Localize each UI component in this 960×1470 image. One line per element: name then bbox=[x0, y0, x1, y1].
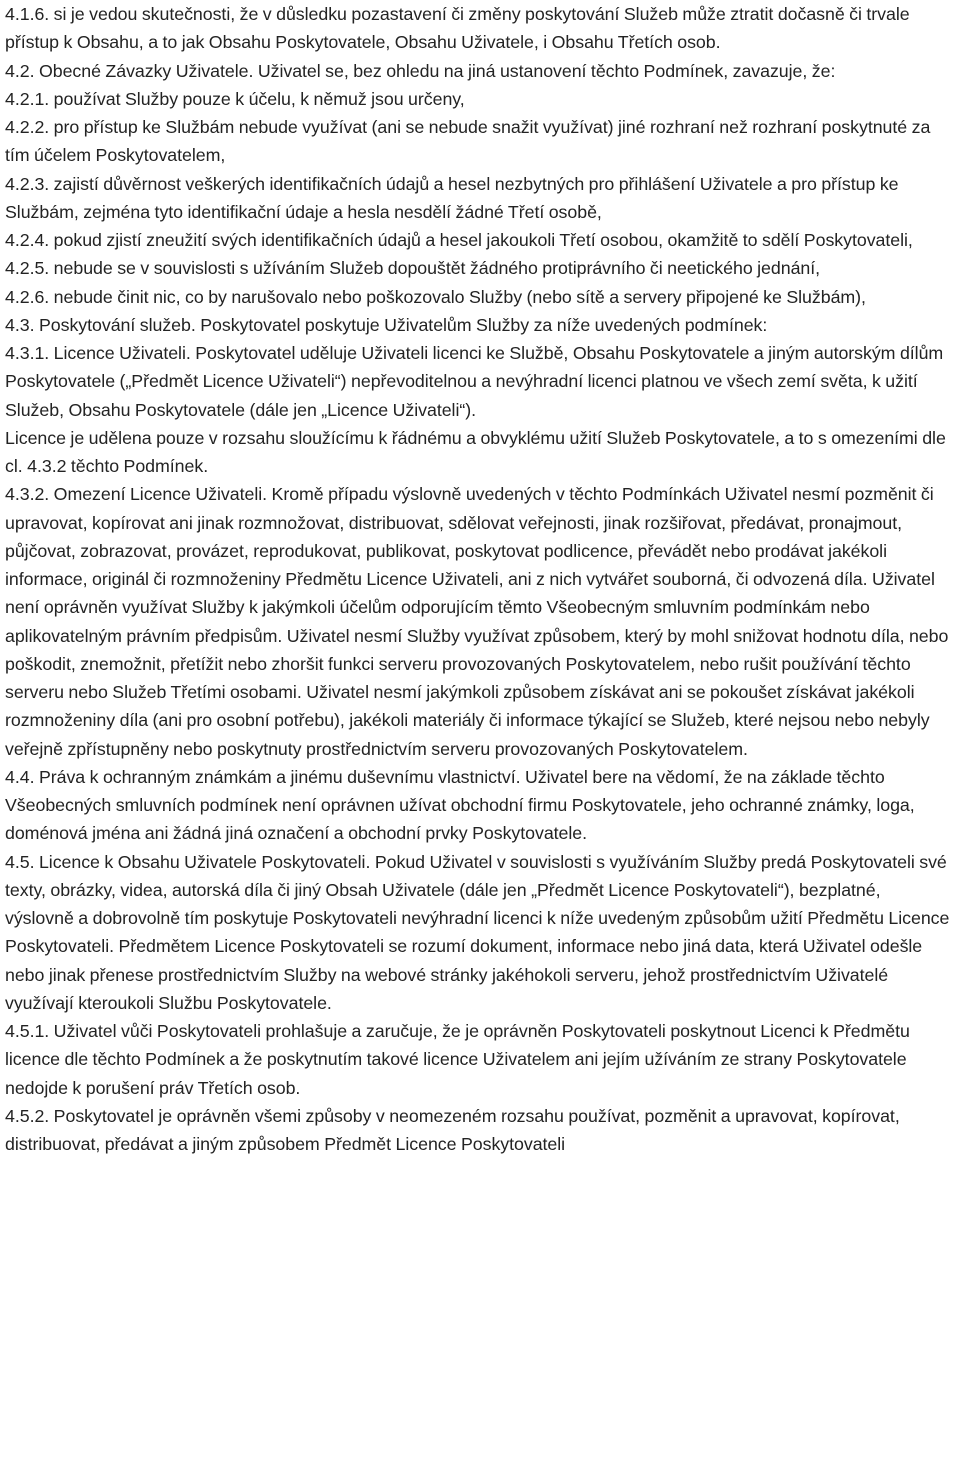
paragraph-4-2-6: 4.2.6. nebude činit nic, co by narušovalo nebo poškozovalo Služby (nebo sítě a servery připojené ke Službám), bbox=[5, 286, 866, 307]
paragraph-4-2-4: 4.2.4. pokud zjistí zneužití svých identifikačních údajů a hesel jakoukoli Třetí osobou, okamžitě to sdělí Poskytovateli, bbox=[5, 230, 913, 250]
paragraph-4-5-1: 4.5.1. Uživatel vůči Poskytovateli prohlašuje a zaručuje, že je oprávněn Poskytovateli poskytnout Licenci k Předmětu licence dle těchto Podmínek a že poskytnutím takové licence Uživatelem ani jejím užíváním ze strany Poskytovatele nedojde k porušení práv Třetích osob. bbox=[5, 1021, 910, 1098]
paragraph-4-2-1: 4.2.1. používat Služby pouze k účelu, k němuž jsou určeny, bbox=[5, 88, 465, 109]
paragraph-licence-scope: Licence je udělena pouze v rozsahu sloužícímu k řádnému a obvyklému užití Služeb Poskytovatele, a to s omezeními dle cl. 4.3.2 těchto Podmínek. bbox=[5, 427, 946, 476]
paragraph-4-2-2: 4.2.2. pro přístup ke Službám nebude využívat (ani se nebude snažit využívat) jiné rozhraní než rozhraní poskytnuté za tím účelem Poskytovatelem, bbox=[5, 117, 931, 166]
paragraph-4-5-2: 4.5.2. Poskytovatel je oprávněn všemi způsoby v neomezeném rozsahu používat, pozměnit a upravovat, kopírovat, distribuovat, předávat a jiným způsobem Předmět Licence Poskytovateli bbox=[5, 1105, 900, 1154]
paragraph-4-2: 4.2. Obecné Závazky Uživatele. Uživatel se, bez ohledu na jiná ustanovení těchto Podmínek, zavazuje, že: bbox=[5, 60, 836, 81]
paragraph-4-4: 4.4. Práva k ochranným známkám a jinému duševnímu vlastnictví. Uživatel bere na vědomí, že na základe těchto Všeobecných smluvních podmínek není oprávnen užívat obchodní firmu Poskytovatele, jeho ochranné známky, loga, doménová jména ani žádná jiná označení a obchodní prvky Poskytovatele. bbox=[5, 766, 915, 844]
paragraph-4-1-6: 4.1.6. si je vedou skutečnosti, že v důsledku pozastavení či změny poskytování Služeb může ztratit dočasně či trvale přístup k Obsahu, a to jak Obsahu Poskytovatele, Obsahu Uživatele, i Obsahu Třetích osob. bbox=[5, 4, 910, 53]
paragraph-4-2-3: 4.2.3. zajistí důvěrnost veškerých identifikačních údajů a hesel nezbytných pro přihlášení Uživatele a pro přístup ke Službám, zejména tyto identifikační údaje a hesla nesdělí žádné Třetí osobě, bbox=[5, 173, 899, 222]
paragraph-4-3: 4.3. Poskytování služeb. Poskytovatel poskytuje Uživatelům Služby za níže uvedených podmínek: bbox=[5, 314, 768, 335]
paragraph-4-3-2: 4.3.2. Omezení Licence Uživateli. Kromě případu výslovně uvedených v těchto Podmínkách Uživatel nesmí pozměnit či upravovat, kopírovat ani jinak rozmnožovat, distribuovat, sdělovat veřejnosti, jinak rozšiřovat, předávat, pronajmout, půjčovat, zobrazovat, provázet, reprodukovat, publikovat, poskytovat podlicence, převádět nebo prodávat jakékoli informace, originál či rozmnoženiny Předmětu Licence Uživateli, ani z nich vytvářet souborná, či odvozená díla. Uživatel není oprávněn využívat Služby k jakýmkoli účelům odporujícím těmto Všeobecným smluvním podmínkám nebo aplikovatelným právním předpisům. Uživatel nesmí Služby využívat způsobem, který by mohl snižovat hodnotu díla, nebo poškodit, znemožnit, přetížit nebo zhoršit funkci serveru provozovaných Poskytovatelem, nebo rušit používání těchto serveru nebo Služeb Třetími osobami. Uživatel nesmí jakýmkoli způsobem získávat ani se pokoušet získávat jakékoli rozmnoženiny díla (ani pro osobní potřebu), jakékoli materiály či informace týkající se Služeb, které nejsou nebo nebyly veřejně zpřístupněny nebo poskytnuty prostřednictvím serveru provozovaných Poskytovatelem. bbox=[5, 484, 949, 759]
paragraph-4-5: 4.5. Licence k Obsahu Uživatele Poskytovateli. Pokud Uživatel v souvislosti s využíváním Služby predá Poskytovateli své texty, obrázky, videa, autorská díla či jiný Obsah Uživatele (dále jen „Předmět Licence Poskytovateli“), bezplatné, bbox=[5, 851, 947, 900]
paragraph-4-3-1: 4.3.1. Licence Uživateli. Poskytovatel uděluje Uživateli licenci ke Službě, Obsahu Poskytovatele a jiným autorským dílům Poskytovatele („Předmět Licence Uživateli“) nepřevoditelnou a nevýhradní licenci platnou ve všech zemí světa, k užití Služeb, Obsahu Poskytovatele (dále jen „Licence Uživateli“). bbox=[5, 343, 944, 420]
paragraph-4-5-continued: výslovně a dobrovolně tím poskytuje Poskytovateli nevýhradní licenci k níže uvedeným způsobům užití Předmětu Licence Poskytovateli. Předmětem Licence Poskytovateli se rozumí dokument, informace nebo jiná data, která Uživatel odešle nebo jinak přenese prostřednictvím Služby na webové stránky jakéhokoli serveru, jehož prostřednictvím Uživatelé využívají kteroukoli Službu Poskytovatele. bbox=[5, 908, 950, 1013]
paragraph-4-2-5: 4.2.5. nebude se v souvislosti s užíváním Služeb dopouštět žádného protiprávního či neetického jednání, bbox=[5, 258, 821, 279]
